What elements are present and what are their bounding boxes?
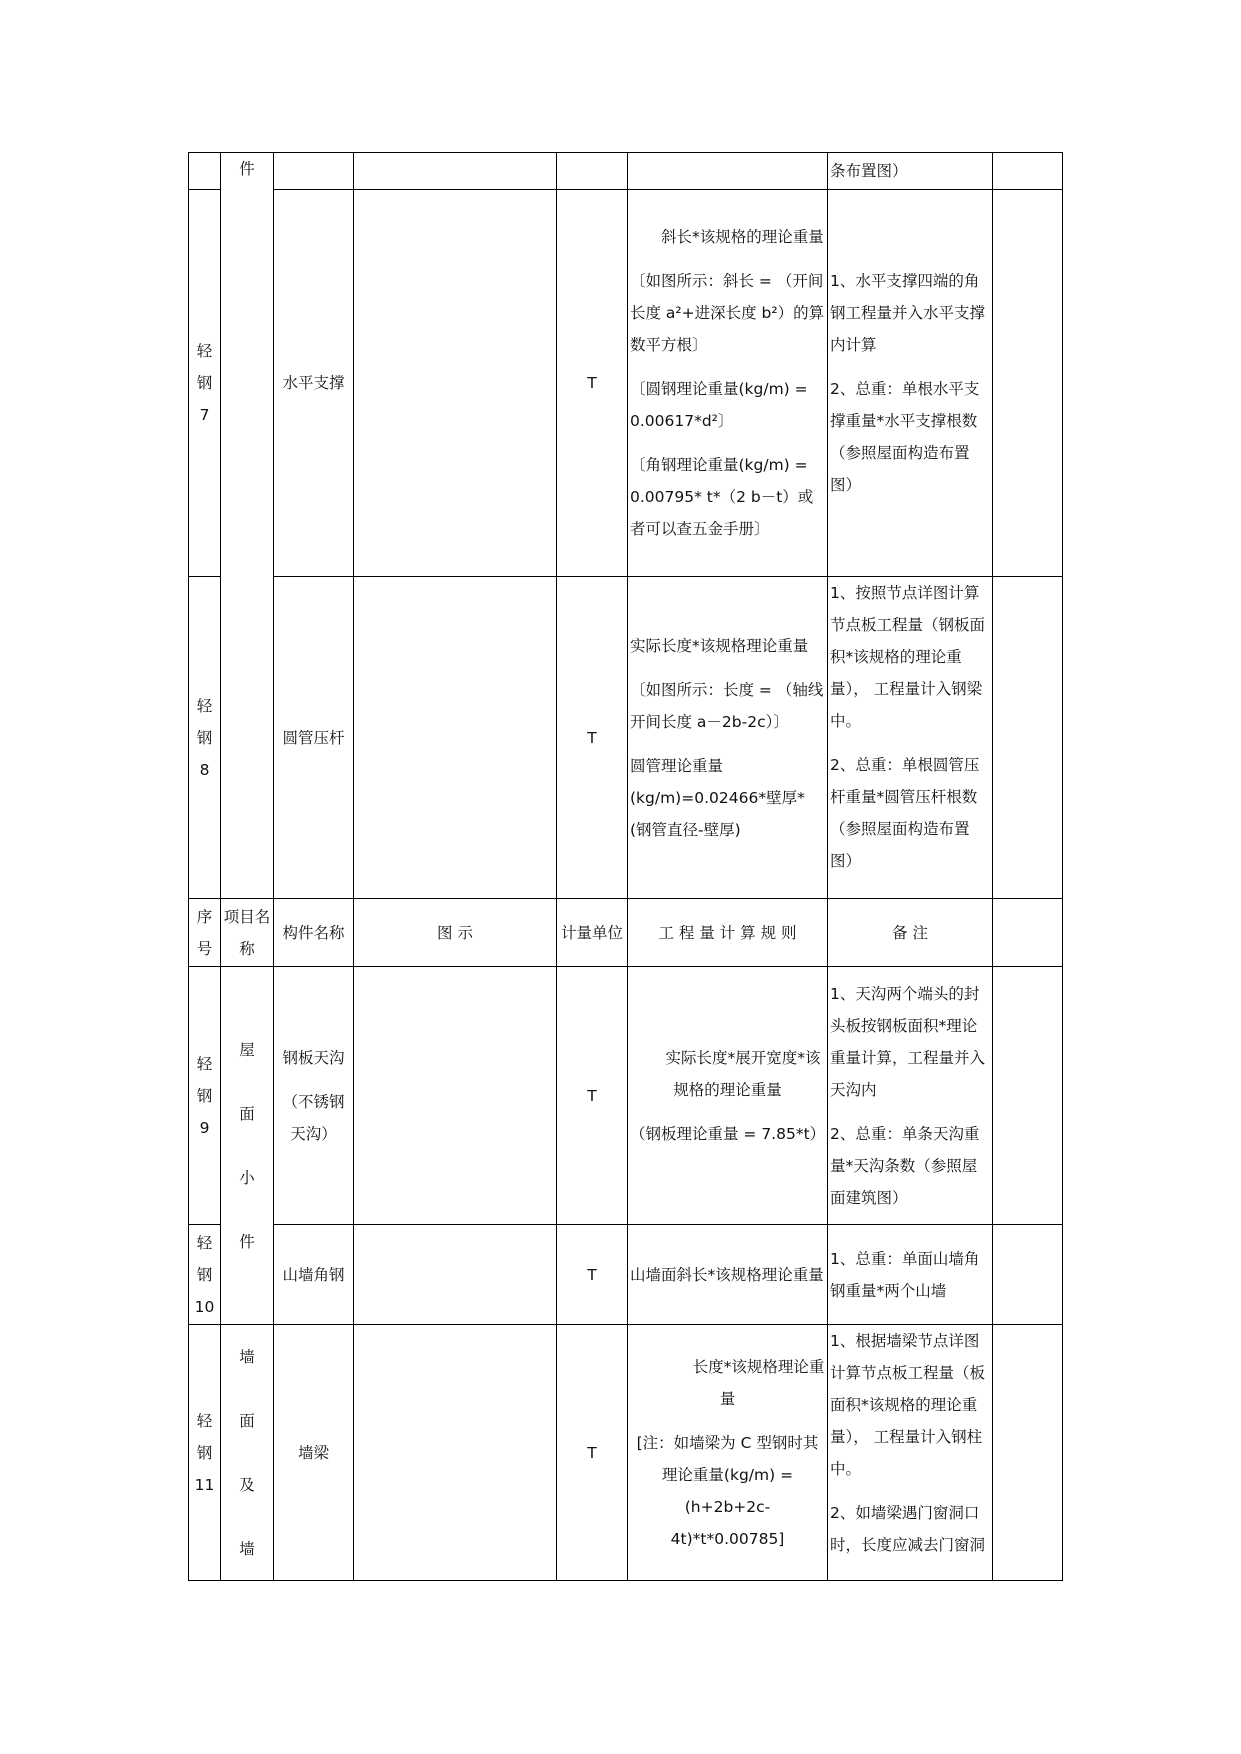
table-row-light-steel-8: [189, 577, 1063, 899]
rule-cell: [628, 577, 828, 899]
note-cell: [828, 190, 993, 577]
component-cell: [274, 153, 354, 190]
component-name: 墙梁: [274, 1325, 354, 1581]
header-note: 备 注: [828, 899, 993, 967]
seq-cell: 轻 钢 11: [189, 1325, 221, 1581]
table-row-light-steel-11: [189, 1325, 1063, 1581]
rule-cell: 山墙面斜长*该规格理论重量: [628, 1225, 828, 1325]
rule-line: 〔角钢理论重量(kg/m) = 0.00795* t*（2 b－t）或者可以查五金手册〕: [630, 456, 814, 538]
seq-cell: 轻 钢 10: [189, 1225, 221, 1325]
note-line: 1、水平支撑四端的角钢工程量并入水平支撑内计算: [830, 272, 986, 354]
unit-cell: [557, 153, 628, 190]
quantity-rules-table: [188, 152, 1063, 1581]
diagram-cell: [354, 1325, 557, 1581]
extra-cell: [993, 1225, 1063, 1325]
rule-line: （钢板理论重量 = 7.85*t）: [630, 1124, 826, 1143]
component-name: 山墙角钢: [274, 1225, 354, 1325]
note-line: 2、总重：单根圆管压杆重量*圆管压杆根数（参照屋面构造布置图）: [830, 756, 980, 870]
table-row-light-steel-7: [189, 190, 1063, 577]
extra-cell: [993, 577, 1063, 899]
header-extra: [993, 899, 1063, 967]
component-cell: [274, 967, 354, 1225]
note-line: 2、如墙梁遇门窗洞口时，长度应减去门窗洞: [830, 1504, 986, 1554]
header-rule: 工 程 量 计 算 规 则: [628, 899, 828, 967]
note-cell: [828, 1325, 993, 1581]
seq-cell: 轻 钢 9: [189, 967, 221, 1225]
header-component: 构件名称: [274, 899, 354, 967]
rule-cell: [628, 967, 828, 1225]
table-row-continued: [189, 153, 1063, 190]
diagram-cell: [354, 190, 557, 577]
project-group-wall: 墙 面 及 墙: [221, 1325, 274, 1581]
diagram-cell: [354, 1225, 557, 1325]
note-line: 2、总重：单根水平支撑重量*水平支撑根数（参照屋面构造布置图）: [830, 380, 980, 494]
unit-cell: T: [557, 577, 628, 899]
rule-line: 〔如图所示：斜长 = （开间长度 a²+进深长度 b²）的算数平方根〕: [630, 272, 825, 354]
note-cell: [828, 577, 993, 899]
table-row-light-steel-10: [189, 1225, 1063, 1325]
table-header-row: [189, 899, 1063, 967]
unit-cell: T: [557, 190, 628, 577]
component-name: 钢板天沟: [282, 1048, 345, 1067]
project-name-cell: 件: [221, 153, 274, 899]
rule-line: 实际长度*展开宽度*该规格的理论重量: [634, 1048, 821, 1099]
seq-cell: [189, 153, 221, 190]
note-cell: 1、总重：单面山墙角钢重量*两个山墙: [828, 1225, 993, 1325]
rule-line: [注：如墙梁为 C 型钢时其理论重量(kg/m) = (h+2b+2c- 4t)*t*0.00785]: [636, 1433, 819, 1548]
rule-line: 斜长*该规格的理论重量: [630, 228, 824, 246]
note-line: 1、天沟两个端头的封头板按钢板面积*理论重量计算，工程量并入天沟内: [830, 984, 986, 1099]
unit-cell: T: [557, 967, 628, 1225]
table-row-light-steel-9: [189, 967, 1063, 1225]
rule-line: 圆管理论重量(kg/m)=0.02466*壁厚*(钢管直径-壁厚): [630, 756, 805, 839]
diagram-cell: [354, 967, 557, 1225]
diagram-cell: [354, 577, 557, 899]
header-unit: 计量单位: [557, 899, 628, 967]
note-cell: [828, 967, 993, 1225]
note-line: 1、根据墙梁节点详图计算节点板工程量（板面积*该规格的理论重量）， 工程量计入钢柱中。: [830, 1332, 986, 1478]
seq-cell: 轻 钢 7: [189, 190, 221, 577]
note-line: 2、总重：单条天沟重量*天沟条数（参照屋面建筑图）: [830, 1124, 980, 1207]
rule-line: 〔圆钢理论重量(kg/m) = 0.00617*d²〕: [630, 380, 808, 430]
header-diagram: 图 示: [354, 899, 557, 967]
rule-line: 实际长度*该规格理论重量: [630, 636, 809, 655]
unit-cell: T: [557, 1225, 628, 1325]
extra-cell: [993, 153, 1063, 190]
header-seq: 序 号: [189, 899, 221, 967]
project-group-roof-parts: 屋 面 小 件: [221, 967, 274, 1325]
extra-cell: [993, 1325, 1063, 1581]
rule-cell: [628, 190, 828, 577]
header-project: 项目名 称: [221, 899, 274, 967]
unit-cell: T: [557, 1325, 628, 1581]
rule-line: 长度*该规格理论重量: [630, 1357, 825, 1408]
diagram-cell: [354, 153, 557, 190]
component-subname: （不锈钢天沟）: [282, 1092, 345, 1143]
rule-cell: [628, 1325, 828, 1581]
rule-cell: [628, 153, 828, 190]
seq-cell: 轻 钢 8: [189, 577, 221, 899]
note-line: 1、按照节点详图计算节点板工程量（钢板面积*该规格的理论重量）， 工程量计入钢梁中。: [830, 584, 986, 730]
note-cell: 条布置图）: [828, 153, 993, 190]
rule-line: 〔如图所示：长度 = （轴线开间长度 a－2b-2c）〕: [630, 680, 824, 731]
extra-cell: [993, 967, 1063, 1225]
component-name: 水平支撑: [274, 190, 354, 577]
component-name: 圆管压杆: [274, 577, 354, 899]
extra-cell: [993, 190, 1063, 577]
